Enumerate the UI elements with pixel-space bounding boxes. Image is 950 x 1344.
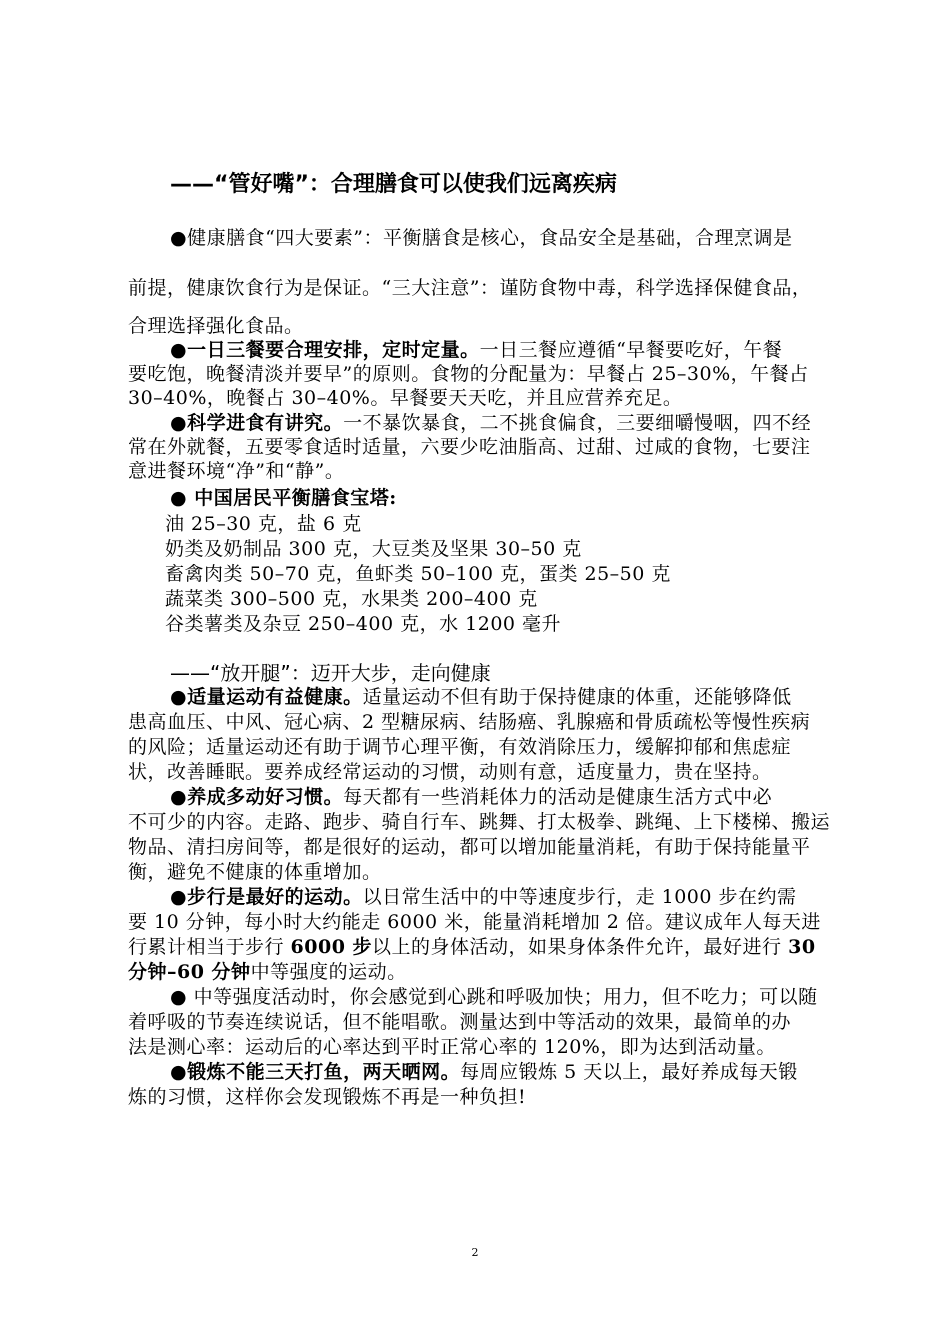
paragraph-three-meals: ●一日三餐要合理安排，定时定量。一日三餐应遵循“早餐要吃好，午餐: [170, 339, 783, 361]
bullet-lead: ●科学进食有讲究。: [170, 412, 344, 434]
paragraph-eating-science: ●科学进食有讲究。一不暴饮暴食，二不挑食偏食，三要细嚼慢咽，四不经: [170, 412, 812, 434]
paragraph-line: 常在外就餐，五要零食适时适量，六要少吃油脂高、过甜、过咸的食物，七要注: [128, 436, 811, 458]
paragraph-line: 炼的习惯，这样你会发现锻炼不再是一种负担!: [128, 1086, 527, 1108]
bullet-lead: ●适量运动有益健康。: [170, 686, 363, 708]
pagoda-heading: ● 中国居民平衡膳食宝塔:: [170, 487, 397, 509]
bullet-lead: ●健康膳食: [170, 227, 266, 249]
paragraph-line: 要 10 分钟，每小时大约能走 6000 米，能量消耗增加 2 倍。建议成年人每天进: [128, 911, 821, 933]
pagoda-item: 蔬菜类 300–500 克，水果类 200–400 克: [165, 588, 538, 610]
paragraph-line: 的风险；适量运动还有助于调节心理平衡，有效消除压力，缓解抑郁和焦虑症: [128, 736, 792, 758]
paragraph-line: 30–40%，晚餐占 30–40%。早餐要天天吃，并且应营养充足。: [128, 387, 683, 409]
bullet-lead: ●一日三餐要合理安排，定时定量。: [170, 339, 480, 361]
pagoda-item: 畜禽肉类 50–70 克，鱼虾类 50–100 克，蛋类 25–50 克: [165, 563, 671, 585]
paragraph-line: 分钟–60 分钟中等强度的运动。: [128, 961, 407, 983]
paragraph-line: 要吃饱，晚餐清淡并要早”的原则。食物的分配量为：早餐占 25–30%，午餐占: [128, 363, 809, 385]
pagoda-item: 奶类及奶制品 300 克，大豆类及坚果 30–50 克: [165, 538, 582, 560]
pagoda-item: 谷类薯类及杂豆 250–400 克，水 1200 毫升: [165, 613, 562, 635]
paragraph-line: 不可少的内容。走路、跑步、骑自行车、跳舞、打太极拳、跳绳、上下楼梯、搬运: [128, 811, 831, 833]
paragraph-line: 状，改善睡眠。要养成经常运动的习惯，动则有意，适度量力，贵在坚持。: [128, 761, 772, 783]
paragraph-line: 行累计相当于步行 6000 步以上的身体活动，如果身体条件允许，最好进行 30: [128, 936, 816, 958]
paragraph-moderate-exercise: ●适量运动有益健康。适量运动不但有助于保持健康的体重，还能够降低: [170, 686, 792, 708]
paragraph-line: 前提，健康饮食行为是保证。“三大注意”：谨防食物中毒，科学选择保健食品，: [128, 277, 812, 299]
paragraph-persistence: ●锻炼不能三天打鱼，两天晒网。每周应锻炼 5 天以上，最好养成每天锻: [170, 1061, 798, 1083]
paragraph-diet-elements: ●健康膳食“四大要素”：平衡膳食是核心，食品安全是基础，合理烹调是: [170, 227, 793, 249]
paragraph-line: 合理选择强化食品。: [128, 315, 304, 337]
paragraph-line: 意进餐环境“净”和“静”。: [128, 460, 345, 482]
paragraph-moderate-intensity: ● 中等强度活动时，你会感觉到心跳和呼吸加快；用力，但不吃力；可以随: [170, 986, 818, 1008]
bullet-lead: ●养成多动好习惯。: [170, 786, 344, 808]
paragraph-walking: ●步行是最好的运动。以日常生活中的中等速度步行，走 1000 步在约需: [170, 886, 797, 908]
pagoda-item: 油 25–30 克，盐 6 克: [165, 513, 362, 535]
paragraph-line: 物品、清扫房间等，都是很好的运动，都可以增加能量消耗，有助于保持能量平: [128, 836, 811, 858]
section-title-diet: ——“管好嘴”：合理膳食可以使我们远离疾病: [170, 172, 617, 197]
bullet-lead: ●锻炼不能三天打鱼，两天晒网。: [170, 1061, 461, 1083]
paragraph-line: 法是测心率：运动后的心率达到平时正常心率的 120%，即为达到活动量。: [128, 1036, 776, 1058]
paragraph-line: 患高血压、中风、冠心病、2 型糖尿病、结肠癌、乳腺癌和骨质疏松等慢性疾病: [128, 711, 811, 733]
section-title-exercise: ——“放开腿”：迈开大步，走向健康: [170, 661, 491, 685]
page-number: 2: [471, 1246, 479, 1259]
paragraph-line: 衡，避免不健康的体重增加。: [128, 861, 382, 883]
bullet-lead: ●步行是最好的运动。: [170, 886, 363, 908]
paragraph-line: 着呼吸的节奏连续说话，但不能唱歌。测量达到中等活动的效果，最简单的办: [128, 1011, 792, 1033]
paragraph-active-habit: ●养成多动好习惯。每天都有一些消耗体力的活动是健康生活方式中必: [170, 786, 773, 808]
